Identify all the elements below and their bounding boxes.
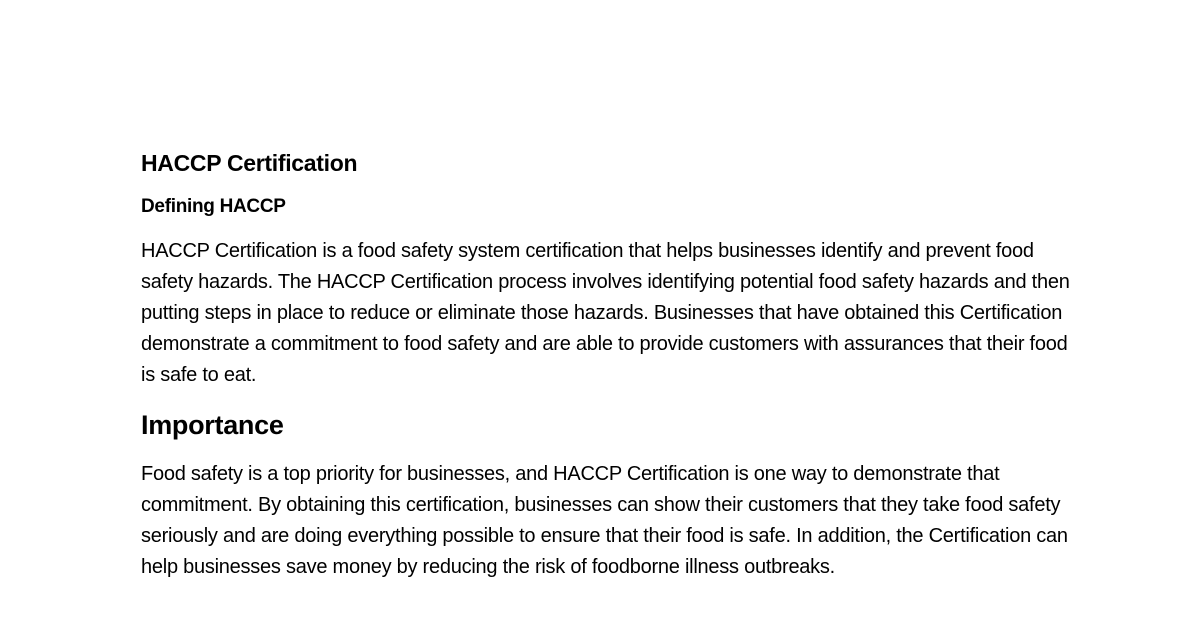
document-subtitle: Defining HACCP bbox=[141, 196, 286, 217]
document-title: HACCP Certification bbox=[141, 150, 358, 176]
section-heading-importance: Importance bbox=[141, 410, 284, 440]
document-page bbox=[141, 146, 1071, 583]
body-paragraph-importance: Food safety is a top priority for businesses, and HACCP Certification is one way to demonstrate that commitment. By obtaining this certification, businesses can show their customers that they take food safety seriously and are doing everything possible to ensure that their food is safe. In addition, the Certification can help businesses save money by reducing the risk of foodborne illness outbreaks. bbox=[141, 463, 1068, 578]
body-paragraph-definition: HACCP Certification is a food safety system certification that helps businesses identify and prevent food safety hazards. The HACCP Certification process involves identifying potential food safety hazards and then putting steps in place to reduce or eliminate those hazards. Businesses that have obtained this Certification demonstrate a commitment to food safety and are able to provide customers with assurances that their food is safe to eat. bbox=[141, 240, 1070, 386]
